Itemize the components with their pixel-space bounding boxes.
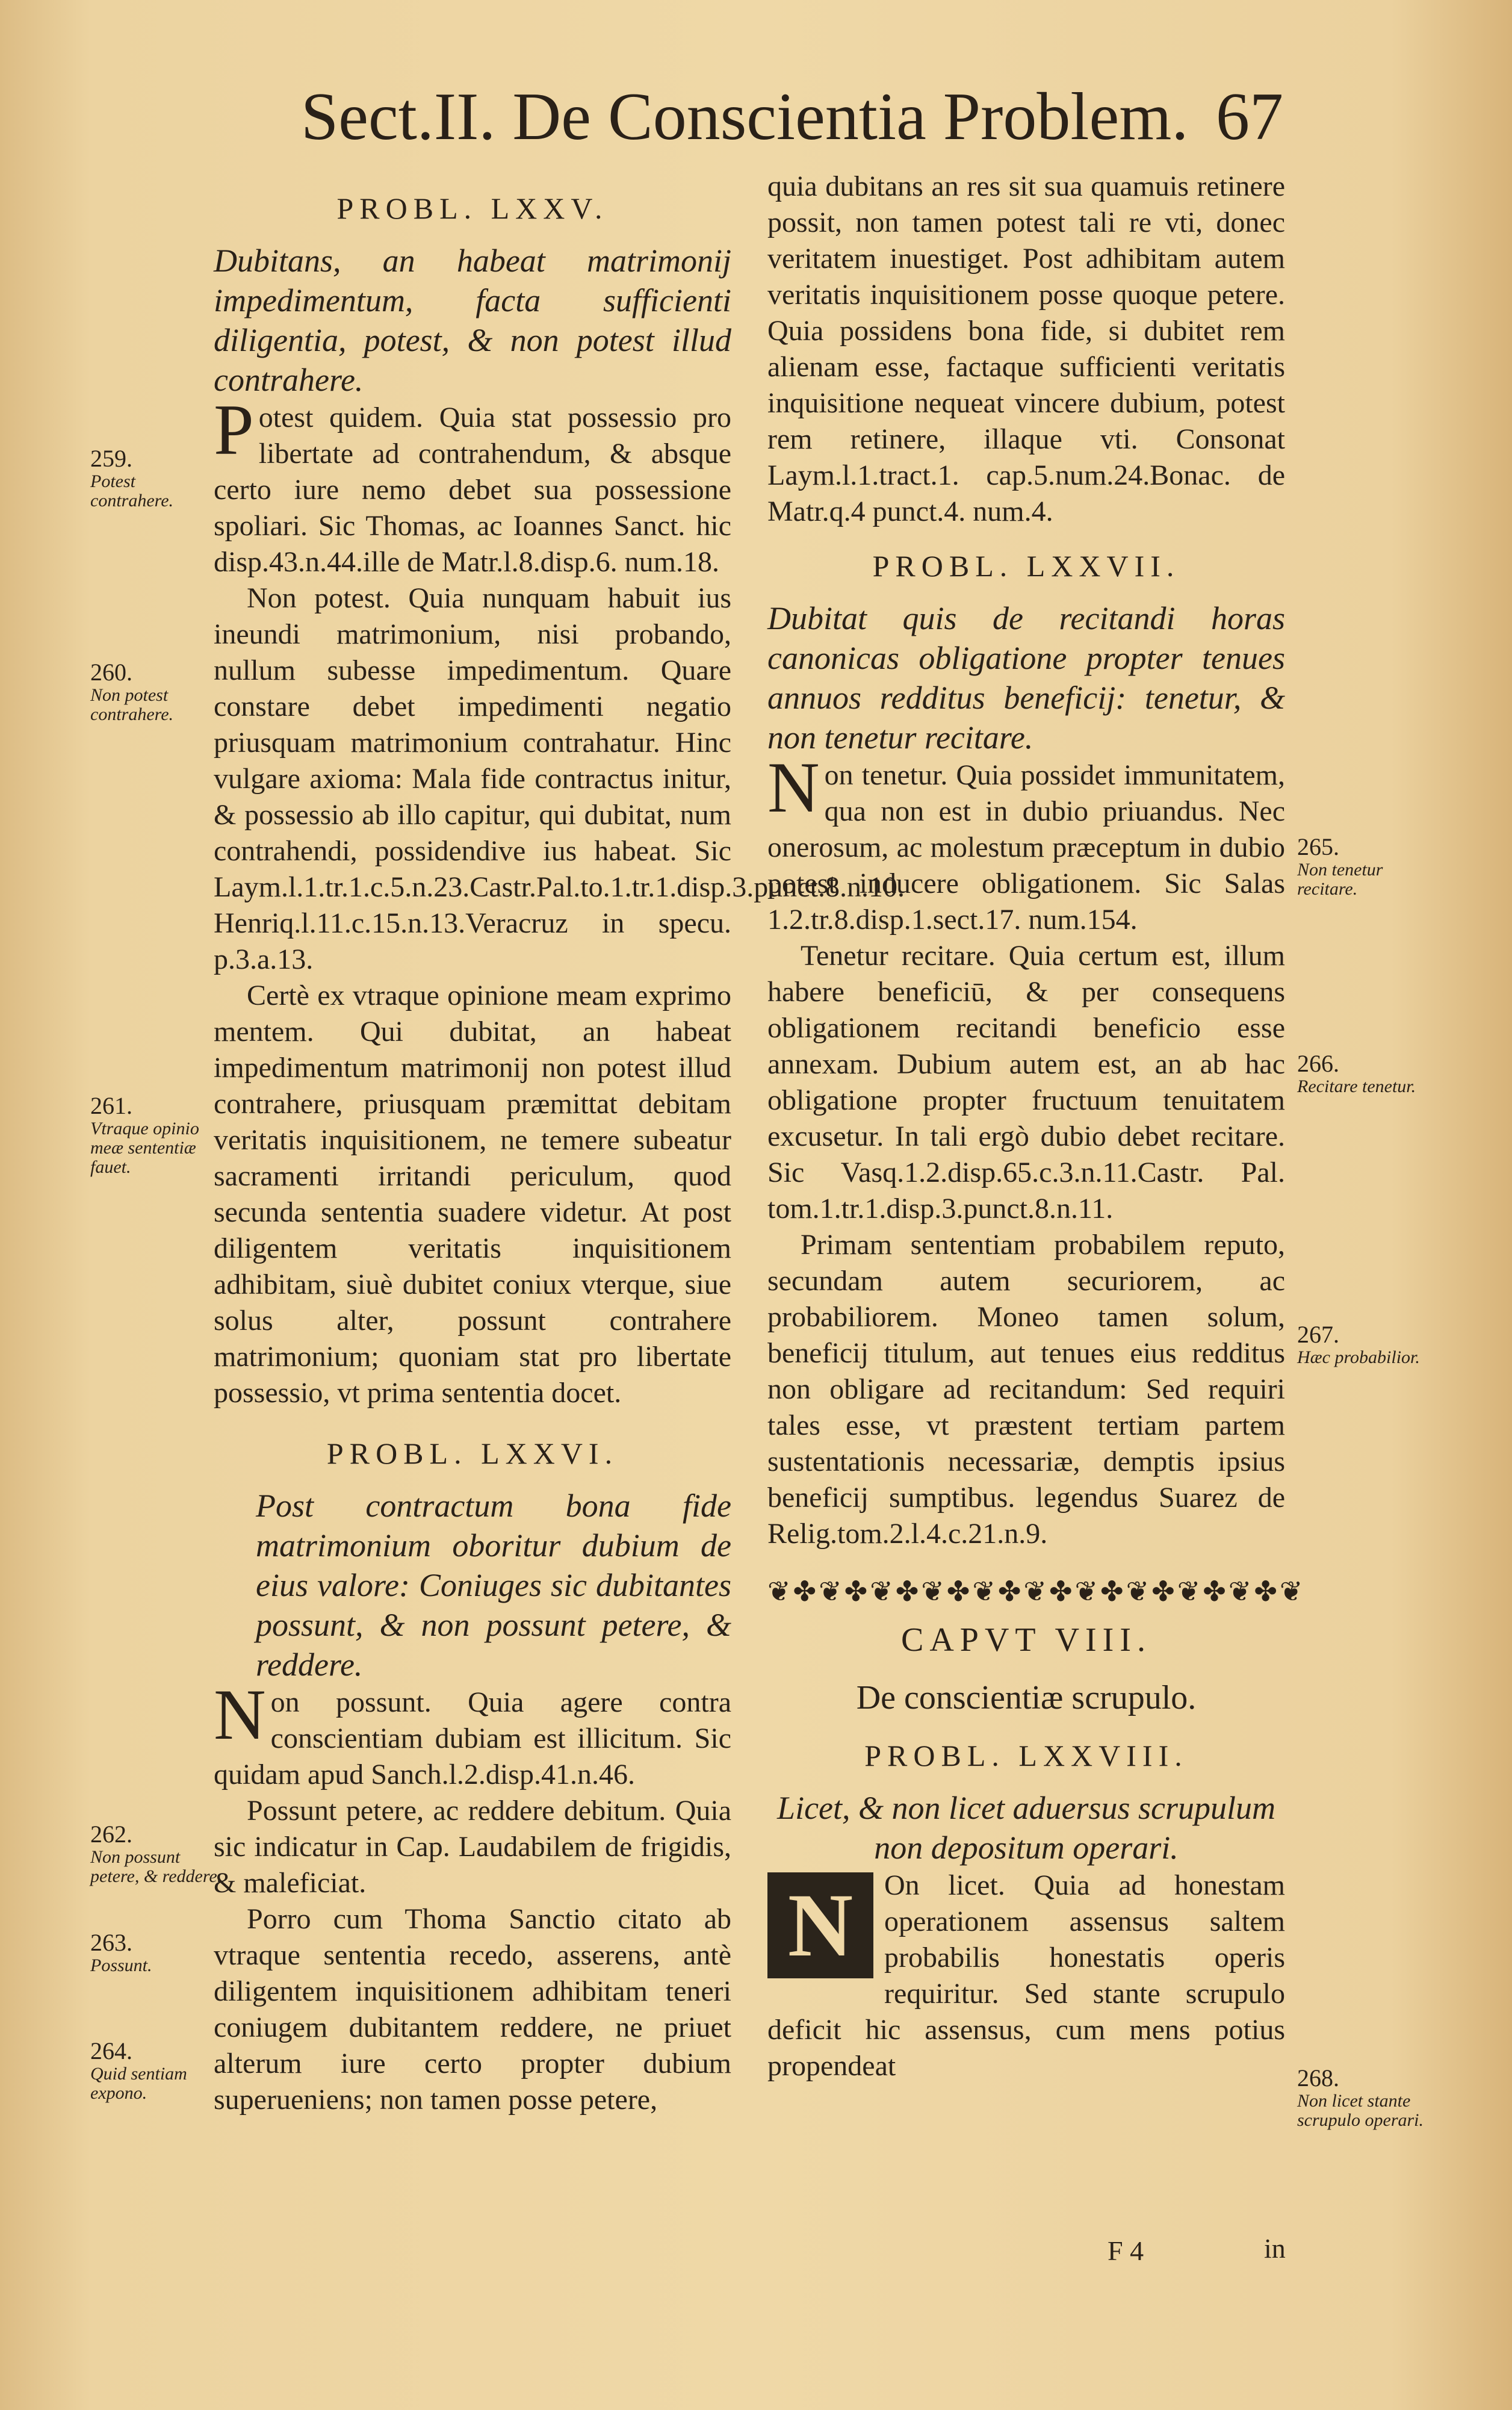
problem-75-para-2: Non potest. Quia nunquam habuit ius ineundi matrimonium, nisi probando, nullum subesse impedimentum. Quare constare debet impedimenti negatio priusquam matrimonium contrahatur. Hinc vulgare axioma: Mala fide contractus initur, & possessio ab illo capitur, qui dubitat, num contrahendi, possidendive ius habeat. Sic Laym.l.1.tr.1.c.5.n.23.Castr.Pal.to.1.tr.1.disp.3.punct.8.n.10. Henriq.l.11.c.15.n.13.Veracruz in specu. p.3.a.13. (214, 582, 905, 975)
problem-77-para-1: Non tenetur. Quia possidet immunitatem, qua non est in dubio priuandus. Nec onerosum, ac molestum præceptum in dubio potest inducere obligationem. Sic Salas 1.2.tr.8.disp.1.sect.17. num.154. (767, 747, 1285, 936)
problem-76-para-1: Non possunt. Quia agere contra conscientiam dubiam est illicitum. Sic quidam apud Sanch.l.2.disp.41.n.46. (214, 1674, 731, 1790)
margin-note-262: 262. Non possunt petere, & reddere. (90, 1821, 222, 1886)
catchword: in (1264, 2233, 1286, 2264)
problem-76-para-2: Possunt petere, ac reddere debitum. Quia sic indicatur in Cap. Laudabilem de frigidis, & maleficiat. (214, 1795, 731, 1899)
problem-77-title: Dubitat quis de recitandi horas canonicas obligatione propter tenues annuos redditus beneficij: tenetur, & non tenetur recitare. (767, 600, 1285, 756)
problem-75-heading: PROBL. LXXV. (336, 191, 609, 225)
problem-75-para-3: Certè ex vtraque opinione meam exprimo mentem. Qui dubitat, an habeat impedimentum matrimonij non potest illud contrahere, priusquam præmittat debitam veritatis inquisitionem, ne temere subeatur sacramenti irritandi periculum, quod secunda sententia suadere videtur. At post diligentem veritatis inquisitionem adhibitam, siuè dubitet coniux vterque, siue solus alter, possunt contrahere matrimonium; quoniam stat pro libertate possessio, vt prima sententia docet. (214, 980, 731, 1409)
problem-76-para-3: Porro cum Thoma Sanctio citato ab vtraque sententia recedo, asserens, antè diligentem inquisitionem adhibitam teneri coniugem dubitantem reddere, ne priuet alterum iure certo propter dubium superueniens; non tamen posse petere, (214, 1903, 731, 2116)
problem-78-para-1: On licet. Quia ad honestam operationem assensus saltem probabilis honestatis operis requiritur. Sed stante scrupulo deficit hic assensus, cum mens potius propendeat (767, 1869, 1285, 2082)
margin-note-268: 268. Non licet stante scrupulo operari. (1297, 2064, 1424, 2130)
margin-note-259: 259. Potest contrahere. (90, 445, 174, 511)
problem-77-heading: PROBL. LXXVII. (872, 549, 1180, 583)
margin-note-264: 264. Quid sentiam expono. (90, 2037, 187, 2103)
problem-77-para-2: Tenetur recitare. Quia certum est, illum habere beneficiū, & per consequens obligationem recitandi beneficio esse annexam. Dubium autem est, an ab hac obligatione propter fructuum tenuitatem excusetur. In tali ergò dubio debet recitare. Sic Vasq.1.2.disp.65.c.3.n.11.Castr. Pal. tom.1.tr.1.disp.3.punct.8.n.11. (767, 940, 1285, 1225)
right-column (767, 169, 1306, 2084)
margin-note-260: 260. Non potest contrahere. (90, 659, 174, 724)
problem-75-title: Dubitans, an habeat matrimonij impedimentum, facta sufficienti diligentia, potest, & non potest illud contrahere. (214, 243, 731, 398)
margin-note-267: 267. Hæc probabilior. (1297, 1321, 1420, 1367)
margin-note-265: 265. Non tenetur recitare. (1297, 833, 1383, 899)
problem-78-title: Licet, & non licet aduersus scrupulum non depositum operari. (777, 1790, 1275, 1866)
decorated-initial: N (767, 1872, 873, 1978)
left-column (214, 181, 905, 2118)
chapter-heading: CAPVT VIII. (901, 1621, 1151, 1659)
chapter-subtitle: De conscientiæ scrupulo. (856, 1679, 1197, 1716)
margin-note-261: 261. Vtraque opinio meæ sententiæ fauet. (90, 1092, 199, 1177)
continuation-text: quia dubitans an res sit sua quamuis retinere possit, non tamen potest tali re vti, donec veritatem inuestiget. Post adhibitam autem veritatis inquisitionem posse quoque petere. Quia possidens bona fide, si dubitet rem alienam esse, factaque sufficienti veritatis inquisitione nequeat vincere dubium, potest rem retinere, illaque vti. Consonat Laym.l.1.tract.1. cap.5.num.24.Bonac. de Matr.q.4 punct.4. num.4. (767, 170, 1285, 527)
problem-76-heading: PROBL. LXXVI. (326, 1436, 619, 1470)
page-number: 67 (1216, 79, 1283, 154)
fleuron-ornament: ❦✤❦✤❦✤❦✤❦✤❦✤❦✤❦✤❦✤❦✤❦ (767, 1576, 1306, 1607)
signature-mark: F 4 (1108, 2235, 1144, 2266)
margin-note-266: 266. Recitare tenetur. (1297, 1050, 1416, 1096)
problem-76-title: Post contractum bona fide matrimonium oboritur dubium de eius valore: Coniuges sic dubitantes possunt, & non possunt petere, & reddere. (256, 1488, 731, 1683)
running-header: Sect.II. De Conscientia Problem. (301, 79, 1189, 154)
problem-77-para-3: Primam sententiam probabilem reputo, secundam autem securiorem, ac probabiliorem. Moneo tamen solum, beneficij titulum, aut tenues eius redditus non obligare ad recitandum: Sed requiri tales esse, vt præstent tertiam partem sustentationis necessariæ, demptis ipsius beneficij sumptibus. legendus Suarez de Relig.tom.2.l.4.c.21.n.9. (767, 1229, 1285, 1550)
problem-75-para-1: Potest quidem. Quia stat possessio pro libertate ad contrahendum, & absque certo iure nemo debet sua possessione spoliari. Sic Thomas, ac Ioannes Sanct. hic disp.43.n.44.ille de Matr.l.8.disp.6. num.18. (214, 390, 731, 578)
problem-78-heading: PROBL. LXXVIII. (864, 1739, 1188, 1772)
margin-note-263: 263. Possunt. (90, 1929, 152, 1975)
